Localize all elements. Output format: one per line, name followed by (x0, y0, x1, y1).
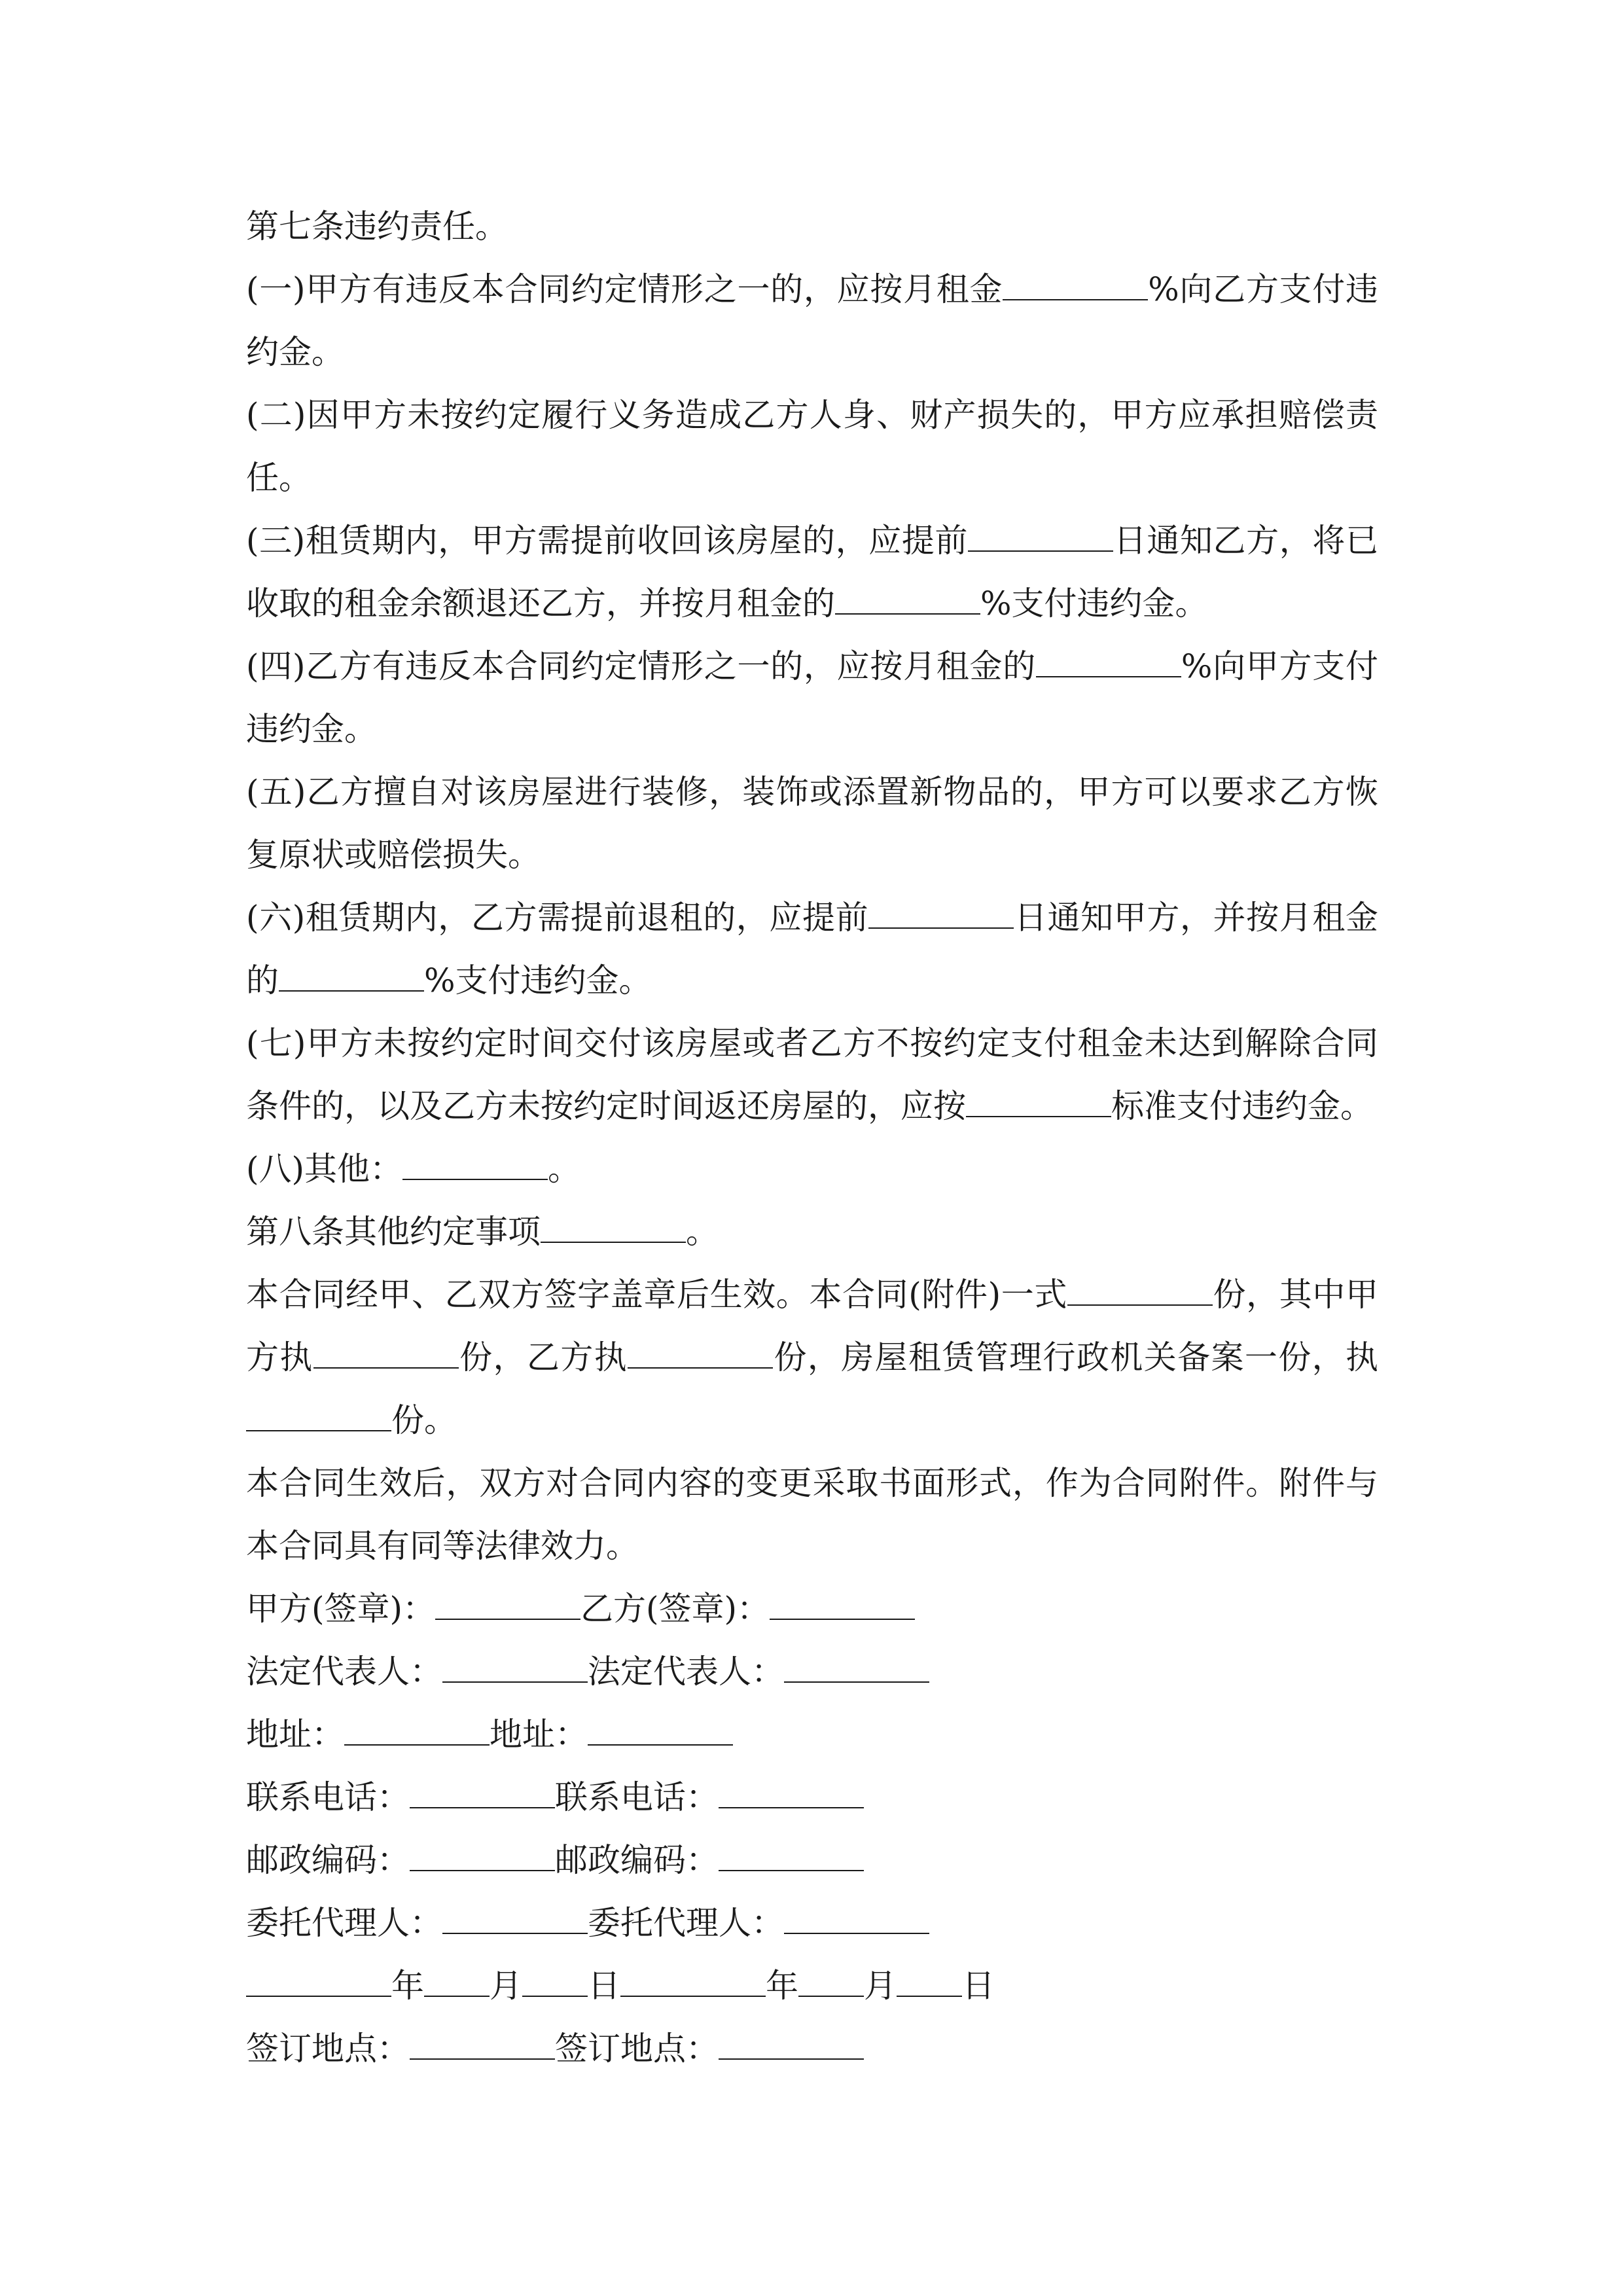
year-label-b: 年 (766, 1967, 798, 2005)
address-field-b[interactable] (588, 1709, 733, 1746)
postcode-field-b[interactable] (719, 1835, 864, 1871)
clause-7-text-end: 标准支付违约金。 (1111, 1087, 1373, 1125)
phone-label-a: 联系电话： (246, 1778, 410, 1816)
article-8 (246, 1200, 1378, 1263)
signature-row-legal-rep (246, 1640, 1378, 1703)
place-field-b[interactable] (719, 2023, 864, 2060)
signature-row-phone (246, 1766, 1378, 1829)
article-8-text-end: 。 (686, 1213, 719, 1251)
blank-field[interactable] (1067, 1269, 1213, 1306)
signature-row-address (246, 1703, 1378, 1766)
month-field-b[interactable] (798, 1960, 864, 1997)
legal-rep-field-a[interactable] (442, 1646, 588, 1683)
blank-field[interactable] (541, 1206, 686, 1243)
effect-text-c: 份，乙方执 (458, 1338, 628, 1376)
clause-6-text: (六)租赁期内，乙方需提前退租的，应提前 (246, 899, 869, 937)
effect-text-e: 份。 (391, 1401, 457, 1439)
clause-7 (246, 1012, 1378, 1138)
party-b-seal-label: 乙方(签章)： (580, 1590, 770, 1628)
clause-6 (246, 886, 1378, 1012)
blank-field[interactable] (1036, 641, 1181, 677)
day-field-b[interactable] (897, 1960, 962, 1997)
address-label-a: 地址： (246, 1715, 344, 1753)
phone-label-b: 联系电话： (555, 1778, 719, 1816)
clause-3-text-end: %支付违约金。 (980, 584, 1208, 622)
blank-field[interactable] (313, 1332, 459, 1369)
place-label-b: 签订地点： (555, 2030, 719, 2068)
day-label-a: 日 (588, 1967, 620, 2005)
clause-8-text-end: 。 (548, 1150, 581, 1188)
clause-6-text-end: %支付违约金。 (424, 961, 652, 999)
blank-field[interactable] (402, 1143, 548, 1180)
phone-field-b[interactable] (719, 1772, 864, 1808)
clause-1 (246, 258, 1378, 384)
year-field-a[interactable] (246, 1960, 391, 1997)
signature-row-agent (246, 1892, 1378, 1954)
blank-field[interactable] (868, 892, 1014, 929)
agent-label-a: 委托代理人： (246, 1904, 442, 1942)
address-label-b: 地址： (490, 1715, 588, 1753)
blank-field[interactable] (835, 578, 980, 615)
effect-clause (246, 1263, 1378, 1452)
year-field-b[interactable] (620, 1960, 766, 1997)
clause-3-text-mid: 日通知乙方，将已收取的租金余额退还乙方，并按月租金的 (246, 522, 1379, 622)
month-field-a[interactable] (424, 1960, 490, 1997)
clause-4-text-end: %向甲方支付违约金。 (246, 647, 1378, 748)
legal-rep-label-a: 法定代表人： (246, 1653, 442, 1691)
amendment-clause: 本合同生效后，双方对合同内容的变更采取书面形式，作为合同附件。附件与本合同具有同等法律效力。 (246, 1464, 1378, 1565)
clause-2: (二)因甲方未按约定履行义务造成乙方人身、财产损失的，甲方应承担赔偿责任。 (246, 396, 1378, 497)
effect-text-a: 本合同经甲、乙双方签字盖章后生效。本合同(附件)一式 (246, 1276, 1067, 1314)
signature-row-seal (246, 1577, 1378, 1640)
contract-page (246, 195, 1378, 2080)
blank-field[interactable] (966, 1081, 1111, 1117)
effect-text-b: 份，其中甲方执 (246, 1276, 1378, 1376)
clause-3-text: (三)租赁期内，甲方需提前收回该房屋的，应提前 (246, 522, 969, 560)
clause-7-text: (七)甲方未按约定时间交付该房屋或者乙方不按约定支付租金未达到解除合同条件的，以及乙方未按约定时间返还房屋的，应按 (246, 1024, 1378, 1125)
blank-field[interactable] (628, 1332, 773, 1369)
month-label-b: 月 (864, 1967, 897, 2005)
place-label-a: 签订地点： (246, 2030, 410, 2068)
agent-field-a[interactable] (442, 1897, 588, 1934)
legal-rep-label-b: 法定代表人： (588, 1653, 784, 1691)
party-b-seal-field[interactable] (770, 1583, 915, 1620)
signature-row-date (246, 1954, 1378, 2017)
clause-1-text-end: %向乙方支付违约金。 (246, 270, 1378, 371)
clause-8 (246, 1138, 1378, 1200)
clause-3 (246, 509, 1378, 635)
clause-8-text: (八)其他： (246, 1150, 403, 1188)
blank-field[interactable] (246, 1395, 391, 1431)
blank-field[interactable] (1003, 264, 1148, 300)
article-7-title: 第七条违约责任。 (246, 207, 508, 245)
month-label-a: 月 (490, 1967, 522, 2005)
place-field-a[interactable] (410, 2023, 555, 2060)
clause-4 (246, 635, 1378, 761)
signature-row-place (246, 2017, 1378, 2080)
clause-5: (五)乙方擅自对该房屋进行装修，装饰或添置新物品的，甲方可以要求乙方恢复原状或赔偿损失。 (246, 773, 1378, 874)
signature-row-postcode (246, 1829, 1378, 1892)
address-field-a[interactable] (344, 1709, 490, 1746)
postcode-field-a[interactable] (410, 1835, 555, 1871)
effect-text-d: 份，房屋租赁管理行政机关备案一份，执 (773, 1338, 1379, 1376)
postcode-label-a: 邮政编码： (246, 1841, 410, 1879)
clause-1-text: (一)甲方有违反本合同约定情形之一的，应按月租金 (246, 270, 1003, 308)
agent-label-b: 委托代理人： (588, 1904, 784, 1942)
clause-4-text: (四)乙方有违反本合同约定情形之一的，应按月租金的 (246, 647, 1036, 685)
day-field-a[interactable] (522, 1960, 588, 1997)
agent-field-b[interactable] (784, 1897, 929, 1934)
postcode-label-b: 邮政编码： (555, 1841, 719, 1879)
party-a-seal-field[interactable] (435, 1583, 580, 1620)
party-a-seal-label: 甲方(签章)： (246, 1590, 436, 1628)
day-label-b: 日 (962, 1967, 995, 2005)
phone-field-a[interactable] (410, 1772, 555, 1808)
legal-rep-field-b[interactable] (784, 1646, 929, 1683)
blank-field[interactable] (279, 955, 424, 992)
article-8-text: 第八条其他约定事项 (246, 1213, 541, 1251)
year-label-a: 年 (391, 1967, 424, 2005)
clause-6-text-mid: 日通知甲方，并按月租金的 (246, 899, 1379, 999)
blank-field[interactable] (968, 515, 1113, 552)
